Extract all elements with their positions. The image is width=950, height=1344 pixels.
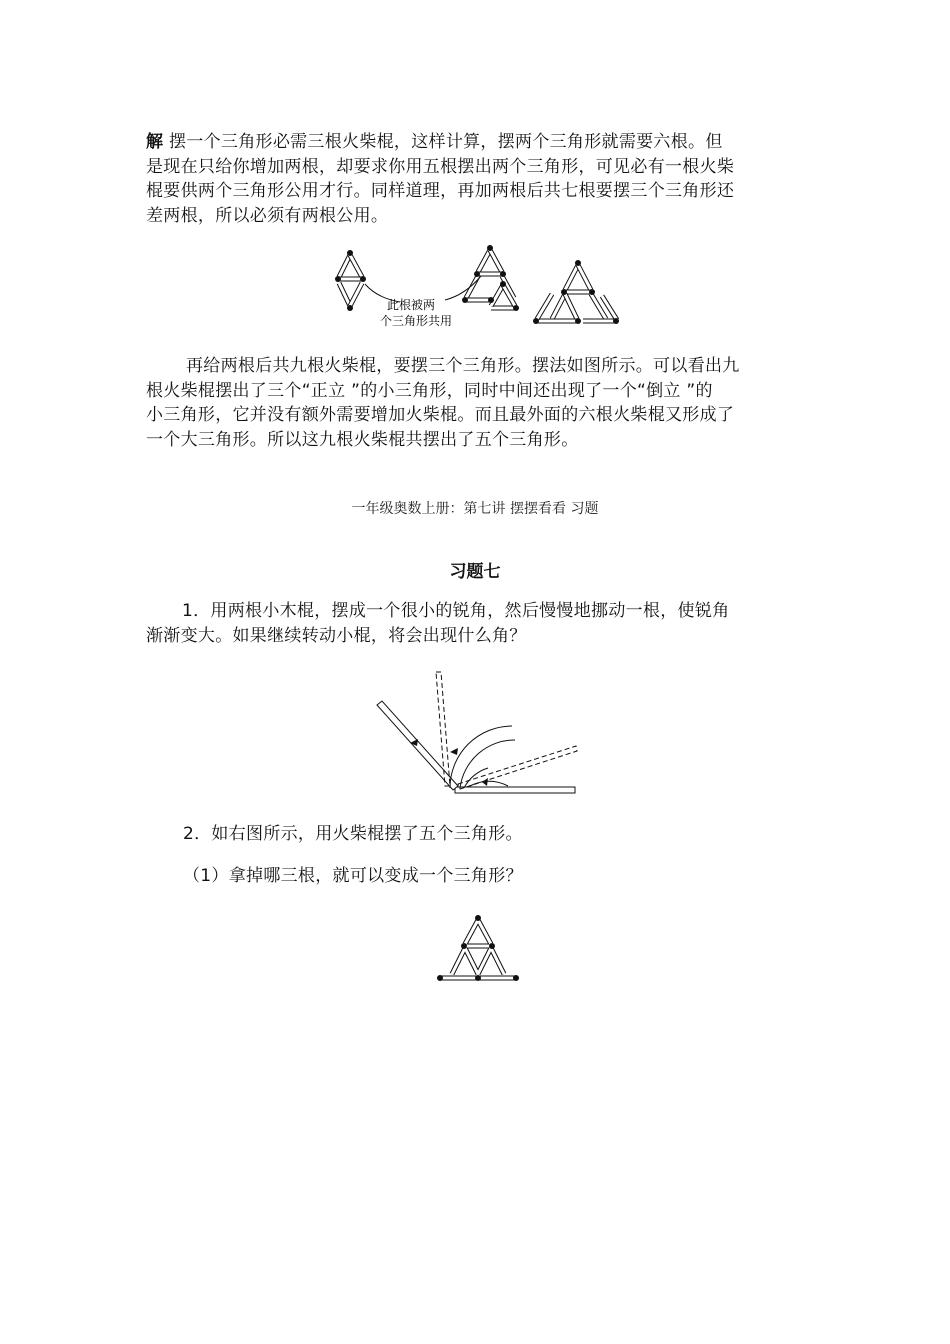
chapter-header: 一年级奥数上册：第七讲 摆摆看看 习题 xyxy=(351,501,599,517)
question-2-sub-1: （1）拿掉哪三根，就可以变成一个三角形？ xyxy=(183,866,523,886)
nine-sticks-group xyxy=(537,265,617,321)
solution-label: 解 xyxy=(146,132,164,152)
question-1-line-1: 1．用两根小木棍，摆成一个很小的锐角，然后慢慢地挪动一根，使锐角 xyxy=(182,601,730,621)
annotation-line-1: 此根被两 xyxy=(387,298,436,312)
explanation-line-4: 一个大三角形。所以这九根火柴棍共摆出了五个三角形。 xyxy=(146,429,579,450)
annotation-line-2: 个三角形共用 xyxy=(380,314,453,328)
question-2: 2．如右图所示，用火柴棍摆了五个三角形。 xyxy=(183,824,523,844)
explanation-line-2: 根火柴棍摆出了三个“正立 ”的小三角形，同时中间还出现了一个“倒立 ”的 xyxy=(146,380,713,401)
five-triangles-figure xyxy=(430,912,526,984)
solution-line-4: 差两根，所以必须有两根公用。 xyxy=(146,205,389,226)
question-1 xyxy=(146,599,806,648)
solution-line-2: 是现在只给你增加两根，却要求你用五根摆出两个三角形，可见必有一根火柴 xyxy=(146,156,735,177)
exercise-title: 习题七 xyxy=(449,562,501,582)
two-triangles-group xyxy=(339,255,362,306)
explanation-paragraph xyxy=(146,354,816,452)
matchstick-figure-1 xyxy=(325,240,625,332)
solution-line-1: 解 摆一个三角形必需三根火柴棍，这样计算，摆两个三角形就需要六根。但 xyxy=(146,132,723,152)
rotating-sticks-figure xyxy=(370,660,580,800)
solution-paragraph xyxy=(146,130,806,228)
explanation-line-3: 小三角形，它并没有额外需要增加火柴棍。而且最外面的六根火柴棍又形成了 xyxy=(146,405,735,425)
explanation-line-1: 再给两根后共九根火柴棍，要摆三个三角形。摆法如图所示。可以看出九 xyxy=(186,356,740,376)
question-1-line-2: 渐渐变大。如果继续转动小棍，将会出现什么角？ xyxy=(146,625,527,646)
solution-line-3: 棍要供两个三角形公用才行。同样道理，再加两根后共七根要摆三个三角形还 xyxy=(146,181,735,201)
